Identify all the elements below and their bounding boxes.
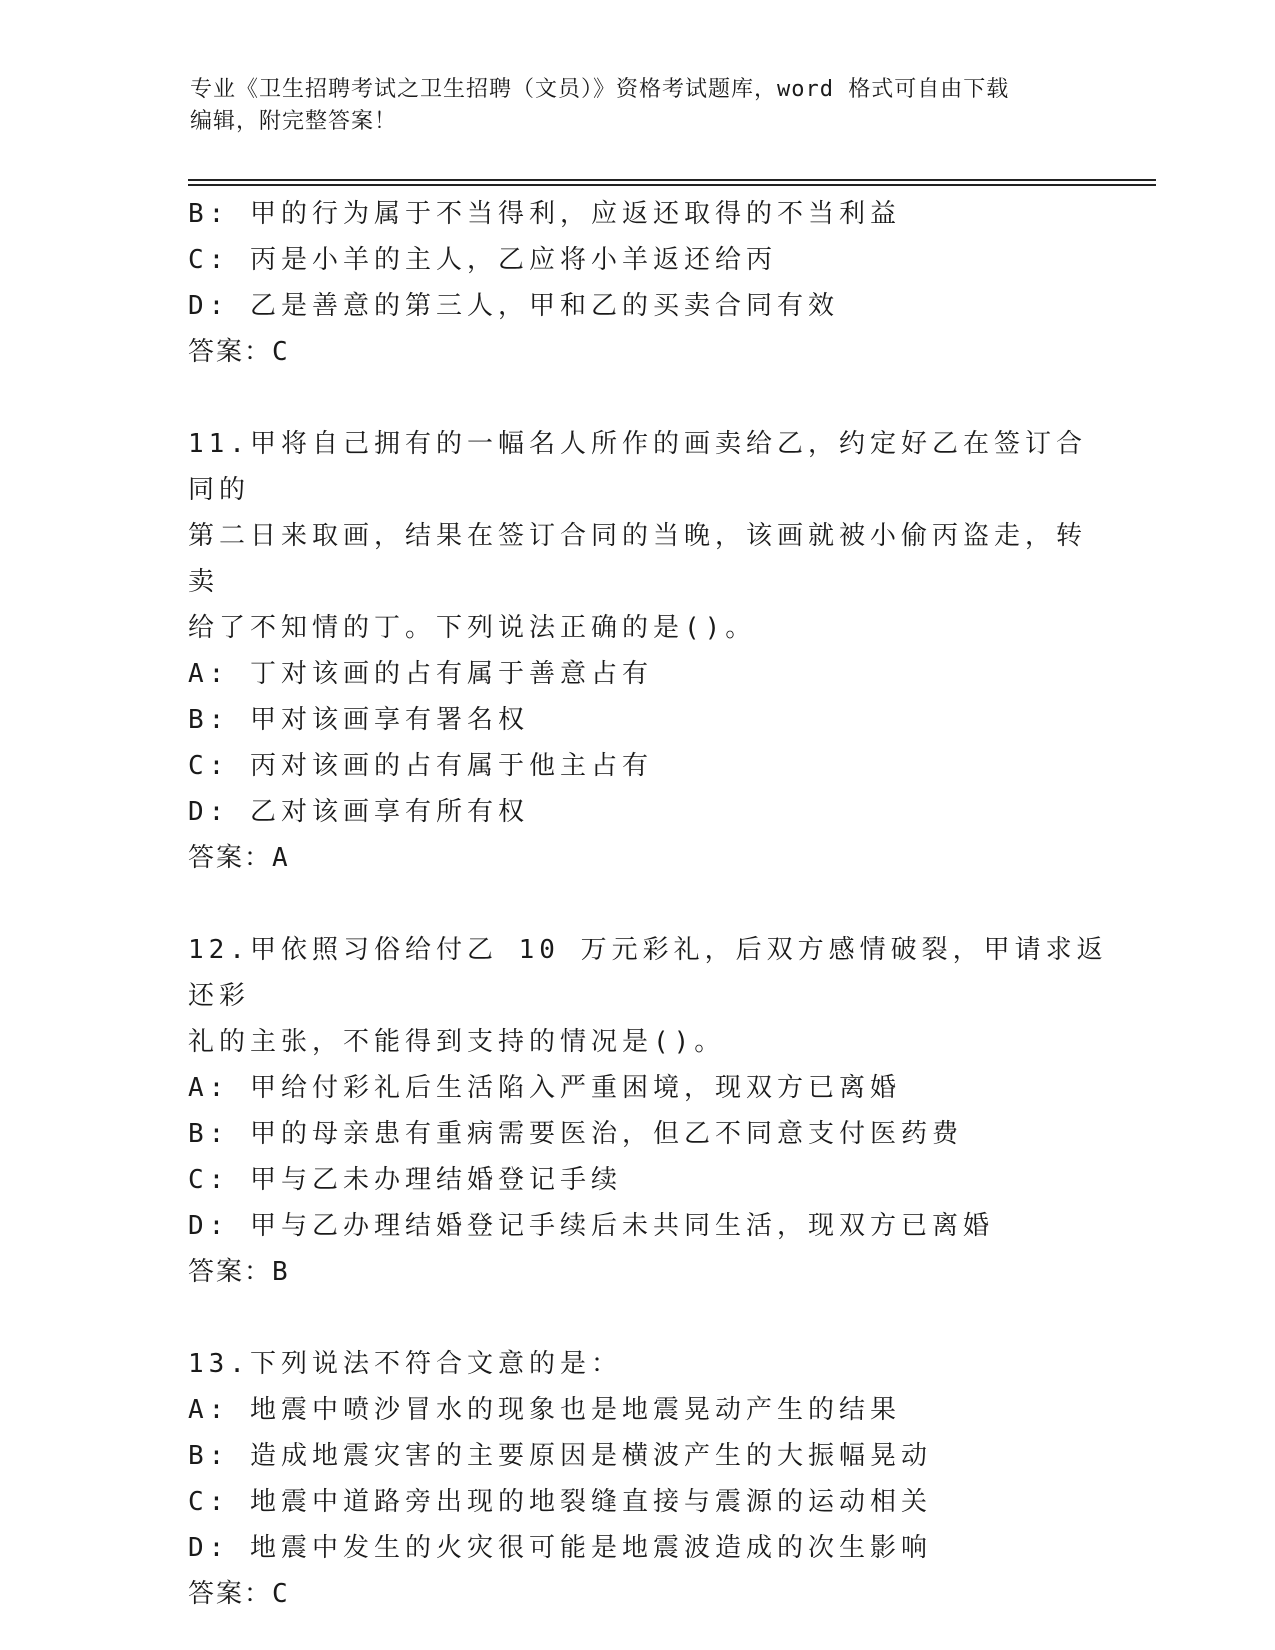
option-d: D: 乙对该画享有所有权 xyxy=(188,797,529,827)
option-c: C: 甲与乙未办理结婚登记手续 xyxy=(188,1165,622,1195)
option-a: A: 丁对该画的占有属于善意占有 xyxy=(188,659,653,689)
option-a: A: 地震中喷沙冒水的现象也是地震晃动产生的结果 xyxy=(188,1395,901,1425)
document-header xyxy=(190,74,1090,138)
question-stem: 12.甲依照习俗给付乙 10 万元彩礼，后双方感情破裂，甲请求返还彩 xyxy=(188,935,1108,1011)
option-d: D: 甲与乙办理结婚登记手续后未共同生活，现双方已离婚 xyxy=(188,1211,994,1241)
question-12 xyxy=(188,927,1108,1295)
header-divider xyxy=(188,184,1156,186)
option-d: D: 地震中发生的火灾很可能是地震波造成的次生影响 xyxy=(188,1533,932,1563)
answer: 答案：C xyxy=(188,337,290,367)
option-c: C: 地震中道路旁出现的地裂缝直接与震源的运动相关 xyxy=(188,1487,932,1517)
option-c: C: 丙是小羊的主人，乙应将小羊返还给丙 xyxy=(188,245,777,275)
question-stem: 礼的主张，不能得到支持的情况是()。 xyxy=(188,1027,726,1057)
option-a: A: 甲给付彩礼后生活陷入严重困境，现双方已离婚 xyxy=(188,1073,901,1103)
option-b: B: 甲的行为属于不当得利，应返还取得的不当利益 xyxy=(188,199,901,229)
header-line: 编辑，附完整答案！ xyxy=(190,109,398,134)
question-stem: 第二日来取画，结果在签订合同的当晚，该画就被小偷丙盗走，转卖 xyxy=(188,521,1088,597)
previous-question xyxy=(188,191,1108,375)
header-line: 专业《卫生招聘考试之卫生招聘（文员）》资格考试题库，word 格式可自由下载 xyxy=(190,77,1010,102)
option-b: B: 甲的母亲患有重病需要医治，但乙不同意支付医药费 xyxy=(188,1119,963,1149)
spacer xyxy=(188,881,1108,927)
question-13 xyxy=(188,1341,1108,1617)
question-stem: 13.下列说法不符合文意的是： xyxy=(188,1349,622,1379)
question-stem: 11.甲将自己拥有的一幅名人所作的画卖给乙，约定好乙在签订合同的 xyxy=(188,429,1087,505)
question-list xyxy=(188,191,1108,1617)
spacer xyxy=(188,375,1108,421)
option-b: B: 造成地震灾害的主要原因是横波产生的大振幅晃动 xyxy=(188,1441,932,1471)
option-c: C: 丙对该画的占有属于他主占有 xyxy=(188,751,653,781)
question-stem: 给了不知情的丁。下列说法正确的是()。 xyxy=(188,613,757,643)
spacer xyxy=(188,1295,1108,1341)
option-d: D: 乙是善意的第三人，甲和乙的买卖合同有效 xyxy=(188,291,839,321)
answer: 答案：C xyxy=(188,1579,290,1609)
option-b: B: 甲对该画享有署名权 xyxy=(188,705,529,735)
header-divider xyxy=(188,179,1156,181)
answer: 答案：A xyxy=(188,843,290,873)
question-11 xyxy=(188,421,1108,881)
answer: 答案：B xyxy=(188,1257,290,1287)
